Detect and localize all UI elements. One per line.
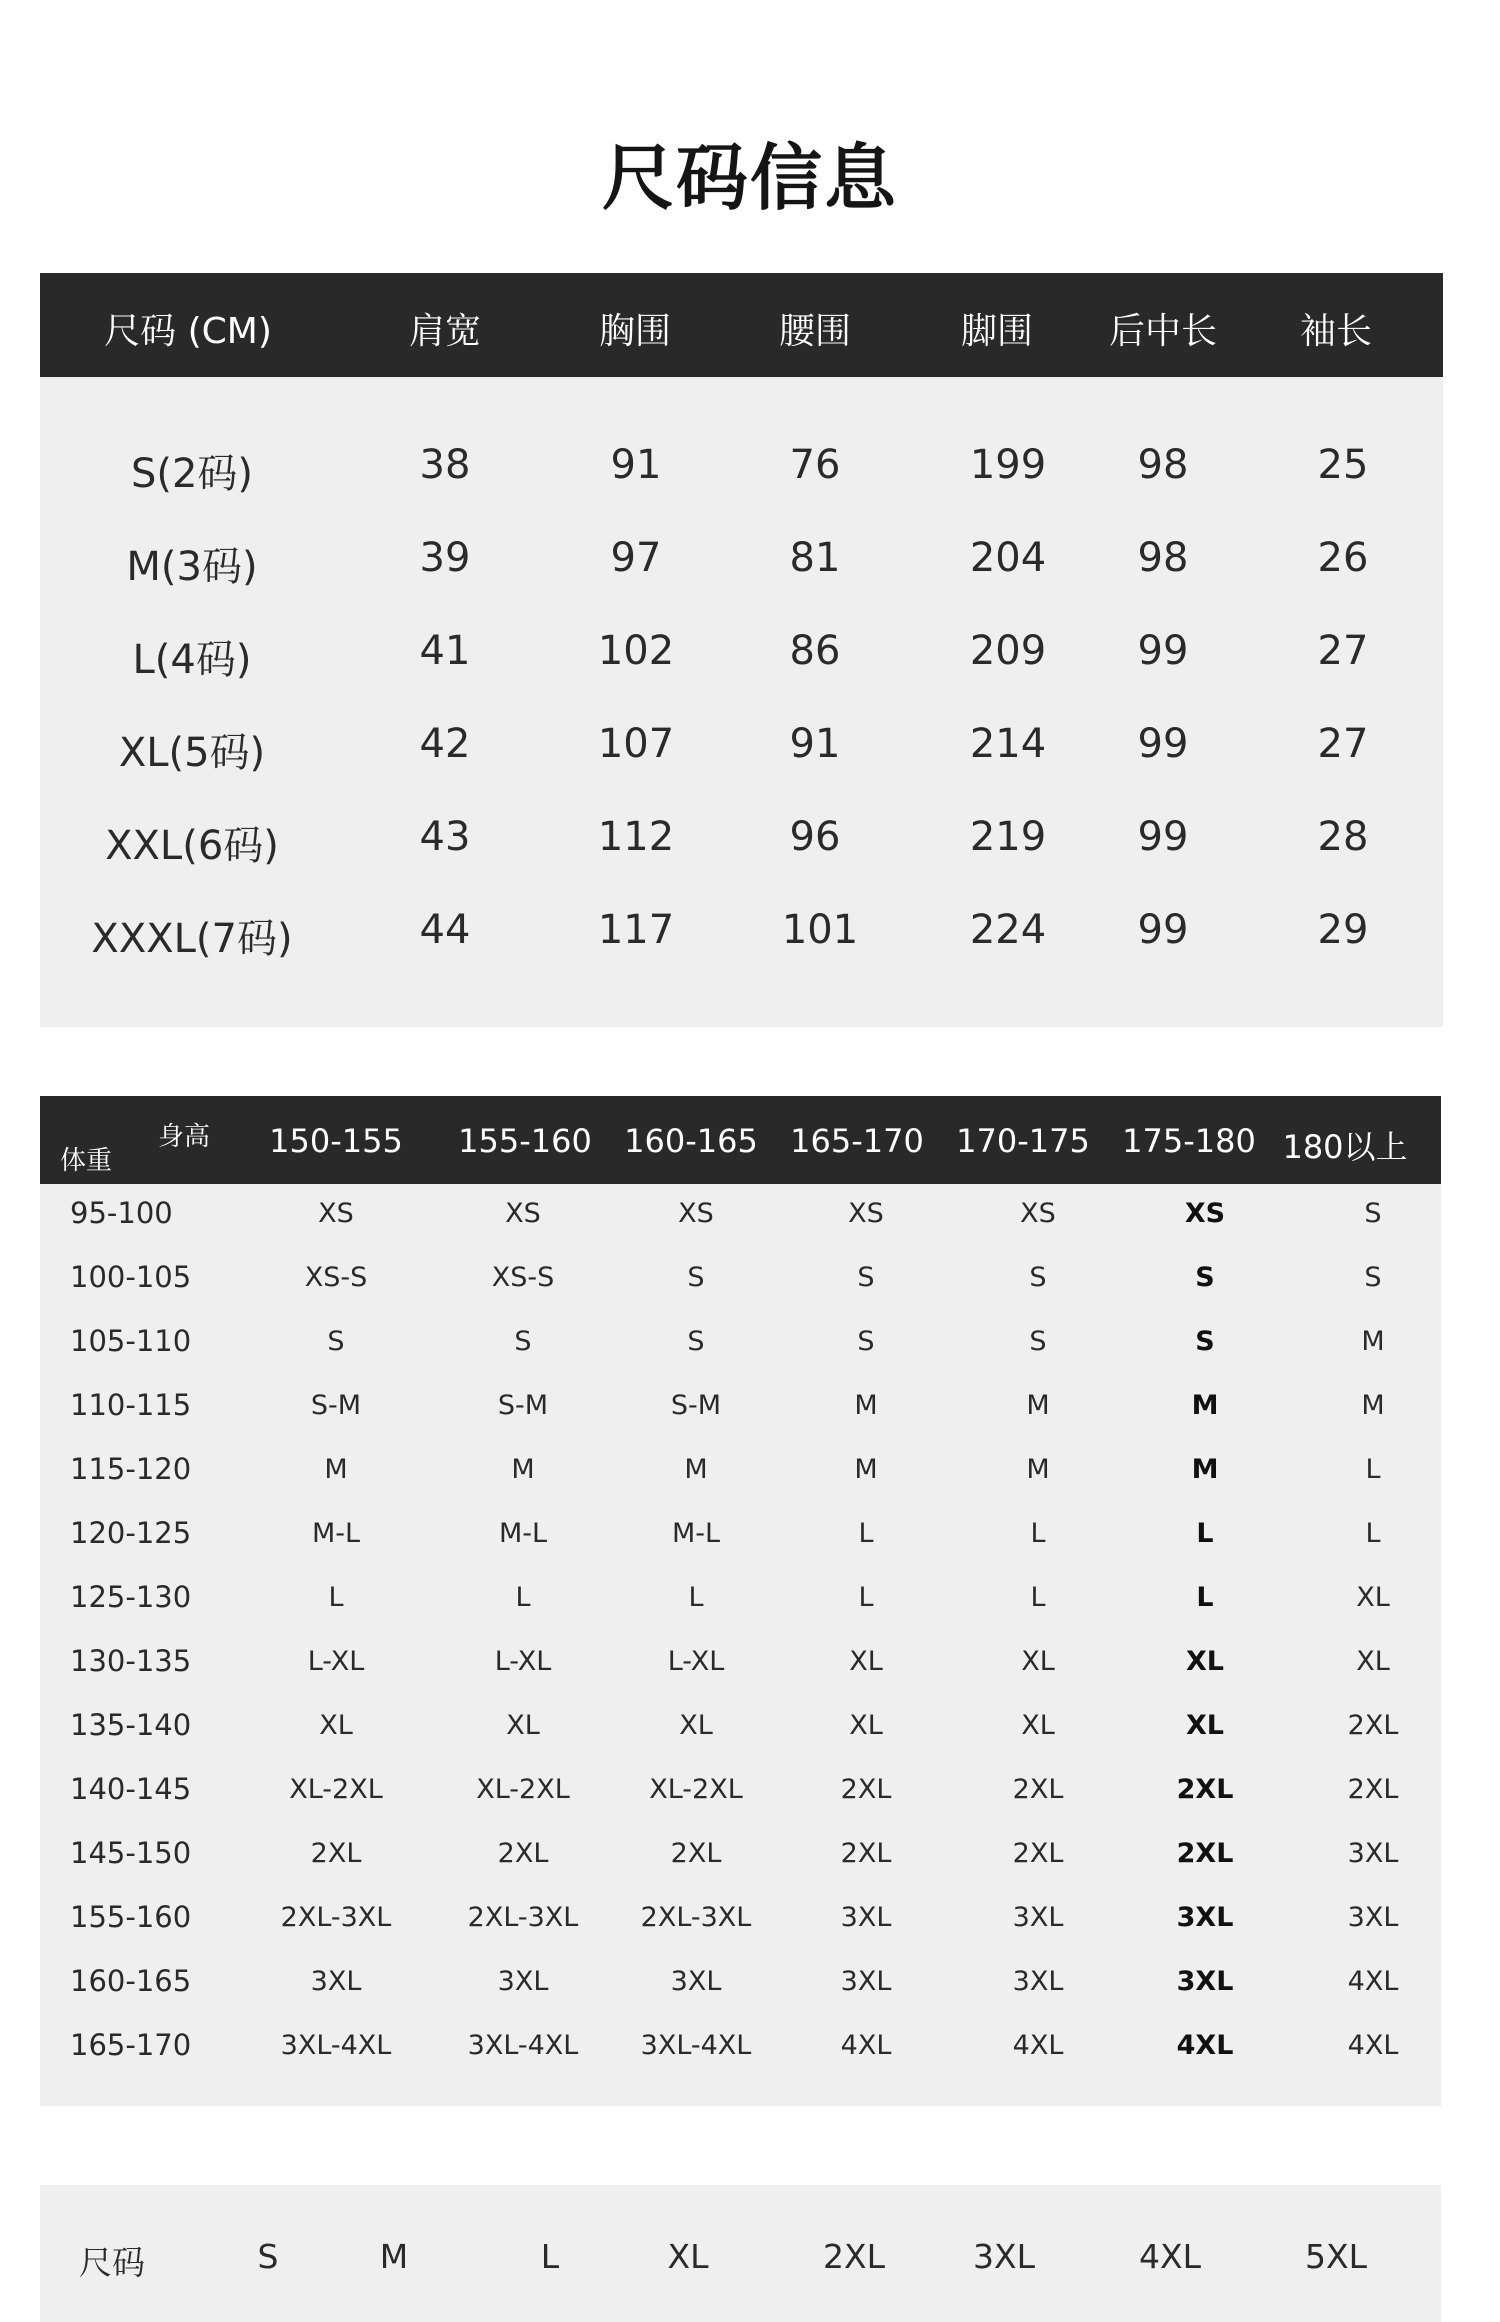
table-cell: 107 xyxy=(597,721,675,767)
size-cell: M xyxy=(1361,1326,1385,1357)
weight-cell: 135-140 xyxy=(70,1708,192,1742)
size-cell: S-M xyxy=(497,1390,549,1421)
table-cell: 204 xyxy=(969,535,1047,581)
size-cell: L-XL xyxy=(307,1646,365,1677)
height-header-cell: 165-170 xyxy=(790,1122,924,1160)
size-cell: S xyxy=(1195,1262,1215,1293)
size-cell: L-XL xyxy=(667,1646,725,1677)
table-cell: 27 xyxy=(1317,628,1369,674)
size-list-item: 5XL xyxy=(1305,2237,1367,2276)
measurement-table xyxy=(40,273,1443,1027)
table-row xyxy=(40,1324,1441,1384)
table-cell: 112 xyxy=(597,814,675,860)
header-cell-shoulder: 肩宽 xyxy=(408,311,482,352)
size-cell: L xyxy=(1365,1454,1381,1485)
weight-cell: 140-145 xyxy=(70,1772,192,1806)
table-row xyxy=(40,721,1443,781)
size-list-item: XL xyxy=(667,2237,709,2276)
size-cell: M-L xyxy=(498,1518,548,1549)
weight-cell: 145-150 xyxy=(70,1836,192,1870)
size-cell: XL xyxy=(849,1646,883,1677)
size-cell: 2XL-3XL xyxy=(467,1902,579,1933)
page-title: 尺码信息 xyxy=(601,136,898,220)
size-cell: L xyxy=(1196,1582,1214,1613)
size-cell: XL-2XL xyxy=(476,1774,570,1805)
size-cell: XL xyxy=(1185,1710,1225,1741)
size-cell: 2XL xyxy=(1347,1710,1399,1741)
size-cell: 2XL xyxy=(497,1838,549,1869)
size-list-label: 尺码 xyxy=(79,2243,145,2282)
size-cell: L xyxy=(1030,1582,1046,1613)
size-cell: L-XL xyxy=(494,1646,552,1677)
size-cell: S xyxy=(857,1262,875,1293)
table-cell: 99 xyxy=(1137,628,1189,674)
table-row xyxy=(40,1708,1441,1768)
weight-cell: 125-130 xyxy=(70,1580,192,1614)
table-row xyxy=(40,1900,1441,1960)
size-cell: S-M xyxy=(310,1390,362,1421)
size-cell: S xyxy=(514,1326,532,1357)
table-row xyxy=(40,628,1443,688)
size-cell: L xyxy=(688,1582,704,1613)
size-cell: XS-S xyxy=(491,1262,555,1293)
table-cell: 117 xyxy=(597,907,675,953)
size-cell: 3XL xyxy=(310,1966,362,1997)
table-row xyxy=(40,814,1443,874)
weight-cell: 105-110 xyxy=(70,1324,192,1358)
size-cell: L xyxy=(1365,1518,1381,1549)
table-cell: 101 xyxy=(781,907,859,953)
size-cell: S xyxy=(1364,1198,1382,1229)
height-axis-label: 身高 xyxy=(158,1122,211,1152)
size-list-row xyxy=(40,2185,1441,2322)
height-header-cell: 155-160 xyxy=(458,1122,592,1160)
table-cell: 99 xyxy=(1137,721,1189,767)
size-cell: 3XL xyxy=(840,1902,892,1933)
size-cell: XS xyxy=(1020,1198,1056,1229)
height-header-cell: 160-165 xyxy=(624,1122,758,1160)
size-cell: M xyxy=(1191,1390,1219,1421)
size-cell: M xyxy=(511,1454,535,1485)
table-row xyxy=(40,1836,1441,1896)
size-cell: 3XL xyxy=(1347,1838,1399,1869)
size-cell: 2XL xyxy=(1012,1838,1064,1869)
table-row xyxy=(40,1260,1441,1320)
table-cell: 224 xyxy=(969,907,1047,953)
table-cell: S(2码) xyxy=(130,451,254,497)
table-cell: 214 xyxy=(969,721,1047,767)
height-header-cell: 180以上 xyxy=(1282,1128,1408,1166)
weight-cell: 110-115 xyxy=(70,1388,192,1422)
table-cell: L(4码) xyxy=(132,637,252,683)
table-cell: 44 xyxy=(419,907,471,953)
table-row xyxy=(40,1196,1441,1256)
table-cell: 28 xyxy=(1317,814,1369,860)
size-cell: 2XL xyxy=(310,1838,362,1869)
weight-cell: 95-100 xyxy=(70,1196,173,1230)
size-cell: S xyxy=(1195,1326,1215,1357)
weight-cell: 165-170 xyxy=(70,2028,192,2062)
size-cell: M xyxy=(684,1454,708,1485)
measurement-table-header xyxy=(40,273,1443,377)
size-cell: S-M xyxy=(670,1390,722,1421)
size-cell: L xyxy=(858,1518,874,1549)
size-cell: XL xyxy=(1021,1646,1055,1677)
size-cell: M xyxy=(1361,1390,1385,1421)
table-cell: 98 xyxy=(1137,442,1189,488)
size-cell: XL xyxy=(319,1710,353,1741)
size-cell: 4XL xyxy=(840,2030,892,2061)
size-cell: XL-2XL xyxy=(649,1774,743,1805)
size-cell: 3XL-4XL xyxy=(467,2030,579,2061)
size-cell: L xyxy=(1030,1518,1046,1549)
size-cell: 3XL xyxy=(1347,1902,1399,1933)
table-row xyxy=(40,1964,1441,2024)
table-row xyxy=(40,535,1443,595)
table-cell: 26 xyxy=(1317,535,1369,581)
table-cell: M(3码) xyxy=(126,544,258,590)
size-cell: 2XL xyxy=(1176,1774,1234,1805)
table-cell: 98 xyxy=(1137,535,1189,581)
size-cell: 3XL-4XL xyxy=(640,2030,752,2061)
size-cell: XL xyxy=(679,1710,713,1741)
size-cell: M xyxy=(324,1454,348,1485)
table-cell: 199 xyxy=(969,442,1047,488)
table-row xyxy=(40,2028,1441,2088)
size-cell: 2XL xyxy=(840,1774,892,1805)
size-cell: XL xyxy=(1021,1710,1055,1741)
size-cell: S xyxy=(687,1262,705,1293)
height-header-cell: 170-175 xyxy=(956,1122,1090,1160)
size-list-item: M xyxy=(379,2237,409,2276)
size-cell: XS xyxy=(1184,1198,1226,1229)
table-cell: 41 xyxy=(419,628,471,674)
table-row xyxy=(40,1388,1441,1448)
table-cell: 43 xyxy=(419,814,471,860)
size-list-item: L xyxy=(540,2237,560,2276)
size-cell: M-L xyxy=(311,1518,361,1549)
table-cell: 99 xyxy=(1137,907,1189,953)
table-cell: 102 xyxy=(597,628,675,674)
size-list-item: S xyxy=(257,2237,279,2276)
size-cell: XS xyxy=(505,1198,541,1229)
size-cell: 3XL xyxy=(1012,1902,1064,1933)
weight-cell: 160-165 xyxy=(70,1964,192,1998)
header-cell-sleeve: 袖长 xyxy=(1299,311,1373,352)
size-cell: S xyxy=(327,1326,345,1357)
table-cell: 42 xyxy=(419,721,471,767)
size-cell: 3XL xyxy=(1012,1966,1064,1997)
size-cell: XL xyxy=(506,1710,540,1741)
table-cell: 27 xyxy=(1317,721,1369,767)
size-cell: XS-S xyxy=(304,1262,368,1293)
size-cell: 2XL xyxy=(1347,1774,1399,1805)
table-cell: 96 xyxy=(789,814,841,860)
size-cell: M xyxy=(1026,1390,1050,1421)
size-cell: 2XL xyxy=(1012,1774,1064,1805)
header-cell-back-length: 后中长 xyxy=(1108,311,1218,352)
weight-cell: 130-135 xyxy=(70,1644,192,1678)
table-cell: 219 xyxy=(969,814,1047,860)
table-row xyxy=(40,1644,1441,1704)
size-list-item: 3XL xyxy=(973,2237,1035,2276)
size-cell: 2XL xyxy=(840,1838,892,1869)
size-cell: M xyxy=(1191,1454,1219,1485)
weight-cell: 100-105 xyxy=(70,1260,192,1294)
table-row xyxy=(40,1516,1441,1576)
table-cell: 81 xyxy=(789,535,841,581)
size-cell: L xyxy=(515,1582,531,1613)
table-cell: 91 xyxy=(789,721,841,767)
size-cell: S xyxy=(1029,1262,1047,1293)
table-cell: 25 xyxy=(1317,442,1369,488)
height-header-cell: 175-180 xyxy=(1122,1122,1256,1160)
header-cell-hem: 脚围 xyxy=(960,311,1034,352)
weight-cell: 115-120 xyxy=(70,1452,192,1486)
size-cell: XS xyxy=(848,1198,884,1229)
weight-cell: 155-160 xyxy=(70,1900,192,1934)
table-cell: 209 xyxy=(969,628,1047,674)
table-cell: XL(5码) xyxy=(118,730,266,776)
table-cell: 29 xyxy=(1317,907,1369,953)
size-cell: XL xyxy=(1185,1646,1225,1677)
size-cell: 3XL xyxy=(497,1966,549,1997)
size-cell: S xyxy=(857,1326,875,1357)
height-header-cell: 150-155 xyxy=(269,1122,403,1160)
size-cell: S xyxy=(1029,1326,1047,1357)
size-cell: XL xyxy=(1356,1646,1390,1677)
size-cell: 2XL-3XL xyxy=(280,1902,392,1933)
size-cell: 2XL xyxy=(1176,1838,1234,1869)
size-cell: S xyxy=(687,1326,705,1357)
size-cell: M xyxy=(854,1454,878,1485)
size-cell: 2XL xyxy=(670,1838,722,1869)
size-cell: 4XL xyxy=(1176,2030,1234,2061)
table-cell: 97 xyxy=(610,535,662,581)
size-cell: XL-2XL xyxy=(289,1774,383,1805)
size-cell: S xyxy=(1364,1262,1382,1293)
table-row xyxy=(40,1580,1441,1640)
size-cell: 3XL xyxy=(670,1966,722,1997)
table-cell: 86 xyxy=(789,628,841,674)
size-cell: 3XL xyxy=(840,1966,892,1997)
size-cell: M xyxy=(854,1390,878,1421)
weight-cell: 120-125 xyxy=(70,1516,192,1550)
size-list-item: 4XL xyxy=(1139,2237,1201,2276)
table-row xyxy=(40,1452,1441,1512)
table-row xyxy=(40,907,1443,967)
size-cell: XL xyxy=(849,1710,883,1741)
weight-axis-label: 体重 xyxy=(60,1146,113,1176)
size-cell: XS xyxy=(318,1198,354,1229)
size-cell: 3XL-4XL xyxy=(280,2030,392,2061)
size-cell: 4XL xyxy=(1012,2030,1064,2061)
recommendation-table-header xyxy=(40,1096,1441,1184)
measurement-table-body xyxy=(40,377,1443,1027)
size-cell: L xyxy=(328,1582,344,1613)
table-cell: 38 xyxy=(419,442,471,488)
size-cell: XL xyxy=(1356,1582,1390,1613)
table-cell: XXL(6码) xyxy=(105,823,279,869)
table-row xyxy=(40,442,1443,502)
table-cell: 76 xyxy=(789,442,841,488)
table-cell: 39 xyxy=(419,535,471,581)
size-cell: 3XL xyxy=(1176,1966,1234,1997)
size-cell: 2XL-3XL xyxy=(640,1902,752,1933)
size-cell: L xyxy=(1196,1518,1214,1549)
size-cell: XS xyxy=(678,1198,714,1229)
size-cell: 4XL xyxy=(1347,1966,1399,1997)
table-cell: 99 xyxy=(1137,814,1189,860)
recommendation-table-body xyxy=(40,1184,1441,2106)
header-cell-chest: 胸围 xyxy=(598,311,672,352)
header-cell-size: 尺码 (CM) xyxy=(104,311,272,352)
table-row xyxy=(40,1772,1441,1832)
size-cell: 4XL xyxy=(1347,2030,1399,2061)
size-list-item: 2XL xyxy=(823,2237,885,2276)
size-cell: L xyxy=(858,1582,874,1613)
table-cell: 91 xyxy=(610,442,662,488)
size-cell: M-L xyxy=(671,1518,721,1549)
table-cell: XXXL(7码) xyxy=(91,916,293,962)
size-cell: M xyxy=(1026,1454,1050,1485)
size-cell: 3XL xyxy=(1176,1902,1234,1933)
size-recommendation-table xyxy=(40,1096,1441,2106)
header-cell-waist: 腰围 xyxy=(778,311,852,352)
